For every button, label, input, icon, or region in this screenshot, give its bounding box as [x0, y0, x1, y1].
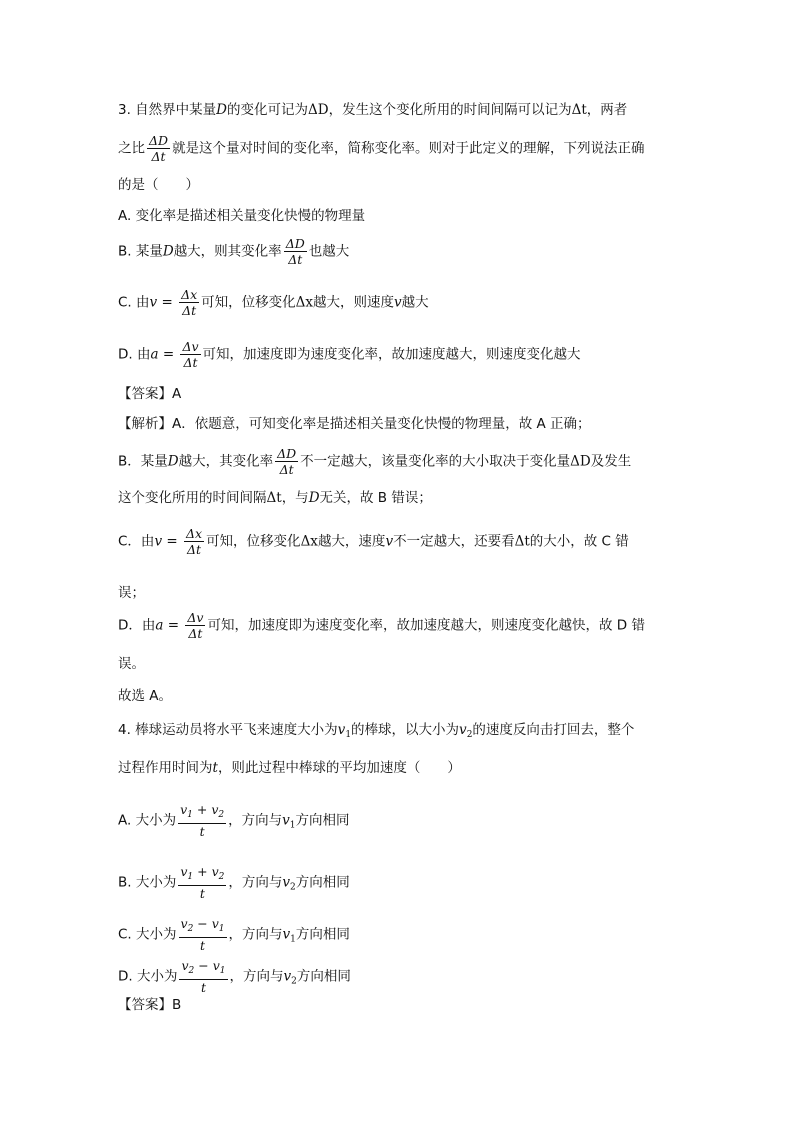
fraction-v2-minus-v1-over-t: $\frac{v_2 - v_1}{t}$ [181, 958, 226, 995]
q4-option-c: C. 大小为 $\frac{v_2 - v_1}{t}$ ，方向与$v_1$方向相同 [118, 916, 350, 953]
q4-option-a: A. 大小为 $\frac{v_1 + v_2}{t}$ ，方向与$v_1$方向相同 [118, 802, 350, 839]
q3-conclusion: 故选 A。 [118, 688, 173, 704]
q3-option-b: B. 某量D越大，则其变化率 $\frac{\Delta D}{\Delta t}$ 也越大 [118, 236, 350, 267]
q3-explanation-7: 误。 [118, 656, 145, 672]
q4-option-b: B. 大小为 $\frac{v_1 + v_2}{t}$ ，方向与$v_2$方向相同 [118, 864, 350, 901]
q3-line1: 3. 自然界中某量D的变化可记为ΔD，发生这个变化所用的时间间隔可以记为Δt，两者 [118, 102, 628, 118]
q3-option-c: C. 由v = $\frac{\Delta x}{\Delta t}$ 可知，位移变化Δx越大，则速度v越大 [118, 287, 429, 318]
fraction-dv-dt: $\frac{\Delta v}{\Delta t}$ [182, 339, 199, 370]
fraction-dv-dt: $\frac{\Delta v}{\Delta t}$ [187, 610, 204, 641]
q3-line3: 的是（ ） [118, 177, 199, 193]
q3-explanation-3: 这个变化所用的时间间隔Δt，与D无关，故 B 错误； [118, 490, 432, 506]
fraction-dx-dt: $\frac{\Delta x}{\Delta t}$ [181, 287, 198, 318]
fraction-v1-plus-v2-over-t: $\frac{v_1 + v_2}{t}$ [180, 802, 225, 839]
q3-answer: 【答案】A [118, 386, 182, 402]
q4-option-d: D. 大小为 $\frac{v_2 - v_1}{t}$ ，方向与$v_2$方向相同 [118, 958, 351, 995]
q3-explanation-1: 【解析】A．依题意，可知变化率是描述相关量变化快慢的物理量，故 A 正确； [118, 416, 591, 432]
q3-line2: 之比 $\frac{\Delta D}{\Delta t}$ 就是这个量对时间的变化率，简称变化率。则对于此定义的理解，下列说法正确 [118, 133, 645, 164]
q4-line1: 4. 棒球运动员将水平飞来速度大小为$v_1$的棒球，以大小为$v_2$的速度反向击打回去，整个 [118, 722, 635, 740]
fraction-dD-dt: $\frac{\Delta D}{\Delta t}$ [277, 446, 297, 477]
q3-explanation-6: D．由a = $\frac{\Delta v}{\Delta t}$ 可知，加速度即为速度变化率，故加速度越大，则速度变化越快，故 D 错 [118, 610, 645, 641]
q3-explanation-4: C．由v = $\frac{\Delta x}{\Delta t}$ 可知，位移变化Δx越大，速度v不一定越大，还要看Δt的大小，故 C 错 [118, 526, 629, 557]
q3-option-d: D. 由a = $\frac{\Delta v}{\Delta t}$ 可知，加速度即为速度变化率，故加速度越大，则速度变化越大 [118, 339, 581, 370]
q3-option-a: A. 变化率是描述相关量变化快慢的物理量 [118, 208, 366, 224]
q3-explanation-5: 误； [118, 585, 145, 601]
fraction-v2-minus-v1-over-t: $\frac{v_2 - v_1}{t}$ [180, 916, 225, 953]
fraction-dD-dt: $\frac{\Delta D}{\Delta t}$ [285, 236, 305, 267]
fraction-v1-plus-v2-over-t: $\frac{v_1 + v_2}{t}$ [180, 864, 225, 901]
fraction-dx-dt: $\frac{\Delta x}{\Delta t}$ [185, 526, 203, 557]
q4-answer: 【答案】B [118, 997, 182, 1013]
fraction-dD-dt: $\frac{\Delta D}{\Delta t}$ [149, 133, 169, 164]
q4-line2: 过程作用时间为t，则此过程中棒球的平均加速度（ ） [118, 760, 461, 776]
q3-explanation-2: B．某量D越大，其变化率 $\frac{\Delta D}{\Delta t}$ 不一定越大，该量变化率的大小取决于变化量ΔD及发生 [118, 446, 632, 477]
